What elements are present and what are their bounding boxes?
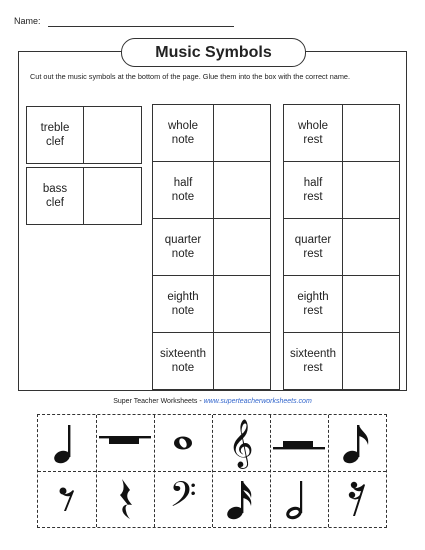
glue-box[interactable] xyxy=(343,333,400,390)
glue-box[interactable] xyxy=(214,276,271,333)
glue-box[interactable] xyxy=(84,107,142,164)
glue-box[interactable] xyxy=(343,219,400,276)
clef-table xyxy=(26,167,142,225)
note-label-eighth: eighth note xyxy=(153,276,214,333)
quarter-rest-icon[interactable] xyxy=(96,471,154,527)
note-label-half: half note xyxy=(153,162,214,219)
glue-box[interactable] xyxy=(343,162,400,219)
eighth-note-icon[interactable] xyxy=(328,415,386,471)
note-label-quarter: quarter note xyxy=(153,219,214,276)
page-title: Music Symbols xyxy=(121,38,306,67)
instructions: Cut out the music symbols at the bottom of the page. Glue them into the box with the correct name. xyxy=(30,72,351,81)
clef-label-treble: treble clef xyxy=(27,107,84,164)
glue-box[interactable] xyxy=(84,168,142,225)
note-label-sixteenth: sixteenth note xyxy=(153,333,214,390)
name-field-line[interactable] xyxy=(48,26,234,27)
cutout-symbols-panel xyxy=(37,414,387,528)
glue-box[interactable] xyxy=(214,105,271,162)
treble-clef-icon[interactable]: 𝄞 xyxy=(228,418,254,467)
rests-table xyxy=(283,104,400,390)
half-rest-icon[interactable] xyxy=(270,415,328,471)
rest-label-quarter: quarter rest xyxy=(284,219,343,276)
rest-label-eighth: eighth rest xyxy=(284,276,343,333)
rest-label-whole: whole rest xyxy=(284,105,343,162)
note-label-whole: whole note xyxy=(153,105,214,162)
eighth-rest-icon[interactable] xyxy=(38,471,96,527)
sixteenth-note-icon[interactable] xyxy=(212,471,270,527)
whole-rest-icon[interactable] xyxy=(96,415,154,471)
footer-credit xyxy=(0,398,425,405)
sixteenth-rest-icon[interactable] xyxy=(328,471,386,527)
footer-url[interactable]: www.superteacherworksheets.com xyxy=(203,398,312,405)
name-label: Name: xyxy=(14,16,41,26)
notes-table xyxy=(152,104,271,390)
glue-box[interactable] xyxy=(343,276,400,333)
footer-prefix: Super Teacher Worksheets - xyxy=(113,398,204,405)
quarter-note-icon[interactable] xyxy=(38,415,96,471)
glue-box[interactable] xyxy=(343,105,400,162)
clef-label-bass: bass clef xyxy=(27,168,84,225)
rest-label-half: half rest xyxy=(284,162,343,219)
whole-note-icon[interactable] xyxy=(154,415,212,471)
glue-box[interactable] xyxy=(214,219,271,276)
bass-clef-icon[interactable]: 𝄢 xyxy=(169,474,197,523)
glue-box[interactable] xyxy=(214,162,271,219)
glue-box[interactable] xyxy=(214,333,271,390)
half-note-icon[interactable] xyxy=(270,471,328,527)
clef-table xyxy=(26,106,142,164)
rest-label-sixteenth: sixteenth rest xyxy=(284,333,343,390)
